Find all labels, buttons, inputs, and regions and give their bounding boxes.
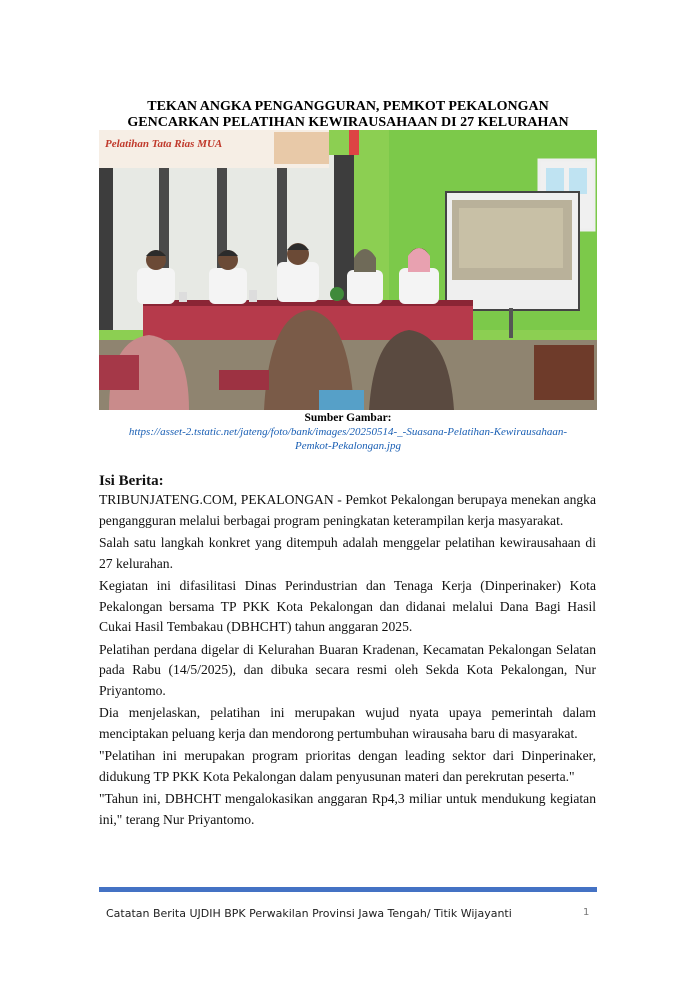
image-source-url-line-1: https://asset-2.tstatic.net/jateng/foto/bank/images/20250514-_-Suasana-Pelatihan-Kewirausahaan- [128, 426, 568, 438]
image-source-label: Sumber Gambar: [304, 412, 392, 424]
image-source-link[interactable] [98, 425, 598, 453]
article-paragraph: Kegiatan ini difasilitasi Dinas Perindustrian dan Tenaga Kerja (Dinperinaker) Kota Pekalongan bersama TP PKK Kota Pekalongan dan didanai melalui Dana Bagi Hasil Cukai Hasil Tembakau (DBHCHT) tahun anggaran 2025. [99, 578, 596, 634]
article-title [98, 99, 598, 131]
page-number: 1 [583, 907, 590, 918]
article-paragraph: TRIBUNJATENG.COM, PEKALONGAN - Pemkot Pekalongan berupaya menekan angka pengangguran melalui berbagai program peningkatan keterampilan kerja masyarakat. [99, 492, 596, 528]
article-title-line-2: GENCARKAN PELATIHAN KEWIRAUSAHAAN DI 27 KELURAHAN [127, 115, 569, 130]
article-paragraph: "Pelatihan ini merupakan program prioritas dengan leading sektor dari Dinperinaker, didukung TP PKK Kota Pekalongan dalam penyusunan materi dan perekrutan peserta." [99, 748, 596, 784]
section-heading: Isi Berita: [99, 473, 164, 489]
article-photo [99, 130, 597, 410]
article-body [99, 490, 596, 832]
banner-text: Pelatihan Tata Rias MUA [105, 138, 223, 150]
article-paragraph: Salah satu langkah konkret yang ditempuh adalah menggelar pelatihan kewirausahaan di 27 kelurahan. [99, 535, 596, 571]
footer-divider [99, 887, 597, 892]
training-event-photo [99, 130, 597, 410]
article-paragraph: "Tahun ini, DBHCHT mengalokasikan anggaran Rp4,3 miliar untuk mendukung kegiatan ini," terang Nur Priyantomo. [99, 791, 596, 827]
article-paragraph: Pelatihan perdana digelar di Kelurahan Buaran Kradenan, Kecamatan Pekalongan Selatan pada Rabu (14/5/2025), dan dibuka secara resmi oleh Sekda Kota Pekalongan, Nur Priyantomo. [99, 641, 596, 698]
footer-text: Catatan Berita UJDIH BPK Perwakilan Provinsi Jawa Tengah/ Titik Wijayanti [106, 907, 512, 920]
image-source-url-line-2: Pemkot-Pekalongan.jpg [295, 440, 401, 452]
article-title-line-1: TEKAN ANGKA PENGANGGURAN, PEMKOT PEKALONGAN [147, 99, 549, 114]
article-paragraph: Dia menjelaskan, pelatihan ini merupakan wujud nyata upaya pemerintah dalam menciptakan peluang kerja dan mendorong pertumbuhan wirausaha baru di masyarakat. [99, 705, 596, 741]
